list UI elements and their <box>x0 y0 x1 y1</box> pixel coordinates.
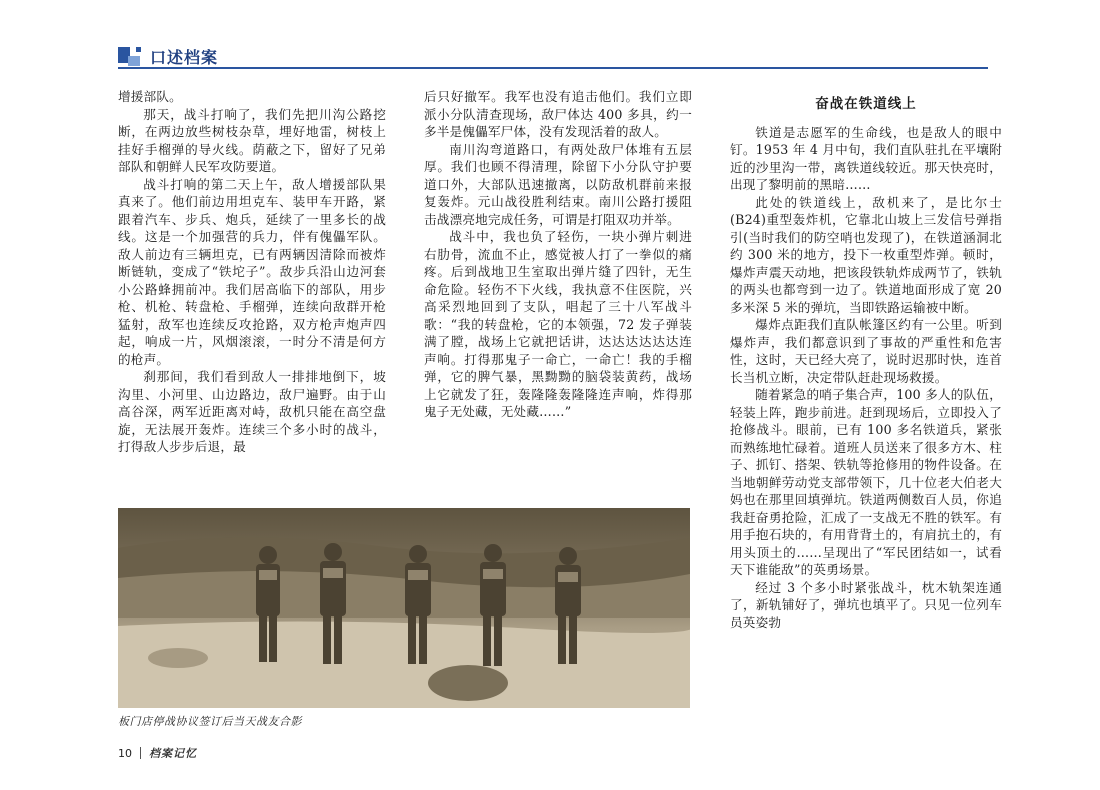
group-photo-illustration <box>118 508 690 708</box>
page-number: 10 <box>118 746 132 760</box>
paragraph: 铁道是志愿军的生命线，也是敌人的眼中钉。1953 年 4 月中旬，我们直队驻扎在平壤附近的沙里沟一带，离铁道线较近。那天快亮时，出现了黎明前的黑暗…… <box>730 124 1002 192</box>
text-column-1 <box>118 88 386 456</box>
text-column-2 <box>424 88 692 421</box>
page-footer <box>118 745 197 761</box>
photo-caption: 板门店停战协议签订后当天战友合影 <box>118 715 302 728</box>
group-photo <box>118 508 690 708</box>
paragraph: 战斗打响的第二天上午，敌人增援部队果真来了。他们前边用坦克车、装甲车开路，紧跟着汽车、步兵、炮兵，延续了一里多长的战线。这是一个加强营的兵力，伴有傀儡军队。敌人前边有三辆坦克，已有两辆因清除而被炸断链轨，变成了“铁坨子”。敌步兵沿山边河套小公路蜂拥前冲。我们居高临下的部队，用步枪、机枪、转盘枪、手榴弹，连续向敌群开枪猛射，敌军也连续反攻抢路，双方枪声炮声四起，响成一片，风烟滚滚，一时分不清是何方的枪声。 <box>118 176 386 367</box>
paragraph: 刹那间，我们看到敌人一排排地倒下，坡沟里、小河里、山边路边，敌尸遍野。由于山高谷深，两军近距离对峙，敌机只能在高空盘旋，无法展开轰炸。连续三个多小时的战斗，打得敌人步步后退，最 <box>118 369 386 454</box>
paragraph: 战斗中，我也负了轻伤，一块小弹片刺进右肋骨，流血不止，感觉被人打了一拳似的痛疼。后到战地卫生室取出弹片缝了四针，无生命危险。轻伤不下火线，我执意不住医院，兴高采烈地回到了支队，唱起了三十八军战斗歌：“我的转盘枪，它的本领强，72 发子弹装满了膛，战场上它就把话讲，达达达达达达连声响。打得那鬼子一命亡，一命亡！我的手榴弹，它的脾气暴，黑黝黝的脑袋装黄药，战场上它就发了狂，轰隆隆轰隆隆连声响，炸得那鬼子无处藏，无处藏……” <box>424 229 692 419</box>
header-rule <box>118 67 988 69</box>
paragraph: 此处的铁道线上，敌机来了，是比尔士(B24)重型轰炸机，它靠北山坡上三发信号弹指引(当时我们的防空哨也发现了)，在铁道涵洞北约 300 米的地方，投下一枚重型炸弹。顿时，爆炸声震天动地，把该段铁轨炸成两节了，铁轨的两头也都弯到一边了。铁道地面形成了宽 20 多米深 5 米的弹坑，当即铁路运输被中断。 <box>730 194 1002 315</box>
header-square-mark-icon <box>118 45 148 67</box>
publication-name: 档案记忆 <box>149 747 197 760</box>
paragraph: 南川沟弯道路口，有两处敌尸体堆有五层厚。我们也顾不得清理，除留下小分队守护要道口外，大部队迅速撤离，以防敌机群前来报复轰炸。元山战役胜利结束。南川公路打援阻击战漂亮地完成任务，可谓是打阻双功并举。 <box>424 141 692 227</box>
article-subheading: 奋战在铁道线上 <box>815 96 917 112</box>
paragraph: 随着紧急的哨子集合声，100 多人的队伍，轻装上阵，跑步前进。赶到现场后，立即投入了抢修战斗。眼前，已有 100 多名铁道兵，紧张而熟练地忙碌着。道班人员送来了很多方木、柱子、抓钉、搭架、铁轨等抢修用的物件设备。在当地朝鲜劳动党支部带领下，几十位老大伯老大妈也在那里回填弹坑。铁道两侧数百人员，你追我赶奋勇抢险，汇成了一支战无不胜的铁军。有用手抱石块的，有用背背土的，有肩抗土的，有用头顶土的……呈现出了“军民团结如一，试看天下谁能敌”的英勇场景。 <box>730 387 1002 577</box>
paragraph: 增援部队。 <box>118 89 182 104</box>
text-column-3 <box>730 96 1002 631</box>
footer-divider <box>140 747 141 759</box>
paragraph: 经过 3 个多小时紧张战斗，枕木轨架连通了，新轨铺好了，弹坑也填平了。只见一位列车员英姿勃 <box>730 579 1002 630</box>
paragraph: 那天，战斗打响了，我们先把川沟公路挖断，在两边放些树枝杂草，埋好地雷，树枝上挂好手榴弹的导火线。荫蔽之下，留好了兄弟部队和朝鲜人民军攻防要道。 <box>118 106 386 174</box>
paragraph: 后只好撤军。我军也没有追击他们。我们立即派小分队清查现场，敌尸体达 400 多具，约一多半是傀儡军尸体，没有发现活着的敌人。 <box>424 89 692 139</box>
section-header <box>118 44 218 68</box>
section-title: 口述档案 <box>150 47 219 67</box>
paragraph: 爆炸点距我们直队帐篷区约有一公里。听到爆炸声，我们都意识到了事故的严重性和危害性，这时，天已经大亮了，说时迟那时快，连首长当机立断，决定带队赶赴现场救援。 <box>730 317 1002 385</box>
